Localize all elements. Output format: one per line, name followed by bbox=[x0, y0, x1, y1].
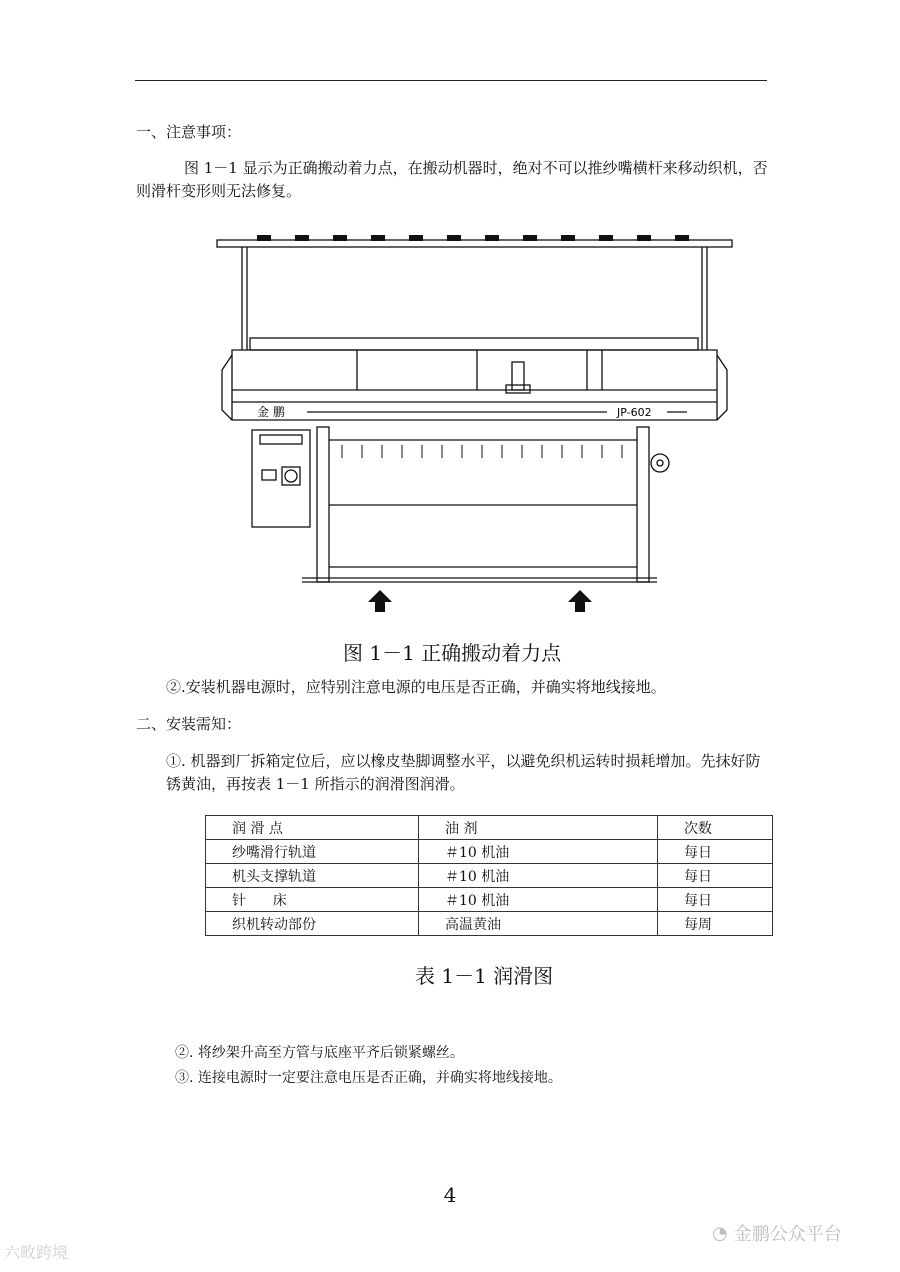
table-cell: ＃10 机油 bbox=[419, 864, 658, 888]
table-row bbox=[206, 888, 773, 912]
section2-heading: 二、安装需知： bbox=[136, 715, 242, 733]
watermark-right bbox=[712, 1220, 842, 1246]
table-cell: 高温黄油 bbox=[419, 912, 658, 936]
section2-item1: ①. 机器到厂拆箱定位后，应以橡皮垫脚调整水平，以避免织机运转时损耗增加。先抹好防锈黄油，再按表 1－1 所指示的润滑图润滑。 bbox=[166, 752, 761, 793]
table-row bbox=[206, 912, 773, 936]
section1-heading: 一、注意事项： bbox=[136, 123, 242, 141]
table-header: 润 滑 点 bbox=[206, 816, 419, 840]
table-cell: 针 床 bbox=[206, 888, 419, 912]
note-2: ②.安装机器电源时，应特别注意电源的电压是否正确，并确实将地线接地。 bbox=[166, 678, 666, 696]
table-cell: 每日 bbox=[658, 888, 773, 912]
table-cell: 每周 bbox=[658, 912, 773, 936]
table-row bbox=[206, 864, 773, 888]
section1-paragraph: 图 1－1 显示为正确搬动着力点，在搬动机器时，绝对不可以推纱嘴横杆来移动织机，否则滑杆变形则无法修复。 bbox=[136, 159, 768, 200]
lift-arrow-left-icon bbox=[368, 590, 392, 612]
wechat-icon: ◔ bbox=[712, 1222, 728, 1244]
watermark-right-label: 金鹏公众平台 bbox=[733, 1224, 842, 1245]
step-2: ②. 将纱架升高至方管与底座平齐后锁紧螺丝。 bbox=[175, 1045, 464, 1061]
table-cell: 每日 bbox=[658, 864, 773, 888]
table-cell: ＃10 机油 bbox=[419, 840, 658, 864]
figure-caption: 图 1－1 正确搬动着力点 bbox=[343, 641, 562, 665]
knitting-machine-figure bbox=[212, 230, 742, 615]
table-header-row bbox=[206, 816, 773, 840]
table-cell: 机头支撑轨道 bbox=[206, 864, 419, 888]
page-number: 4 bbox=[443, 1183, 457, 1207]
table-cell: 织机转动部份 bbox=[206, 912, 419, 936]
watermark-left: 六畋跨境 bbox=[4, 1243, 69, 1262]
table-cell: 每日 bbox=[658, 840, 773, 864]
header-rule bbox=[135, 80, 767, 81]
table-row bbox=[206, 840, 773, 864]
lubrication-table bbox=[205, 815, 773, 936]
table-cell: ＃10 机油 bbox=[419, 888, 658, 912]
machine-model-label: JP-602 bbox=[617, 406, 652, 419]
lift-arrow-right-icon bbox=[568, 590, 592, 612]
machine-brand-label: 金 鹏 bbox=[257, 405, 285, 419]
table-caption: 表 1－1 润滑图 bbox=[415, 964, 554, 988]
table-cell: 纱嘴滑行轨道 bbox=[206, 840, 419, 864]
table-header: 次数 bbox=[658, 816, 773, 840]
step-3: ③. 连接电源时一定要注意电压是否正确，并确实将地线接地。 bbox=[175, 1070, 562, 1086]
table-header: 油 剂 bbox=[419, 816, 658, 840]
